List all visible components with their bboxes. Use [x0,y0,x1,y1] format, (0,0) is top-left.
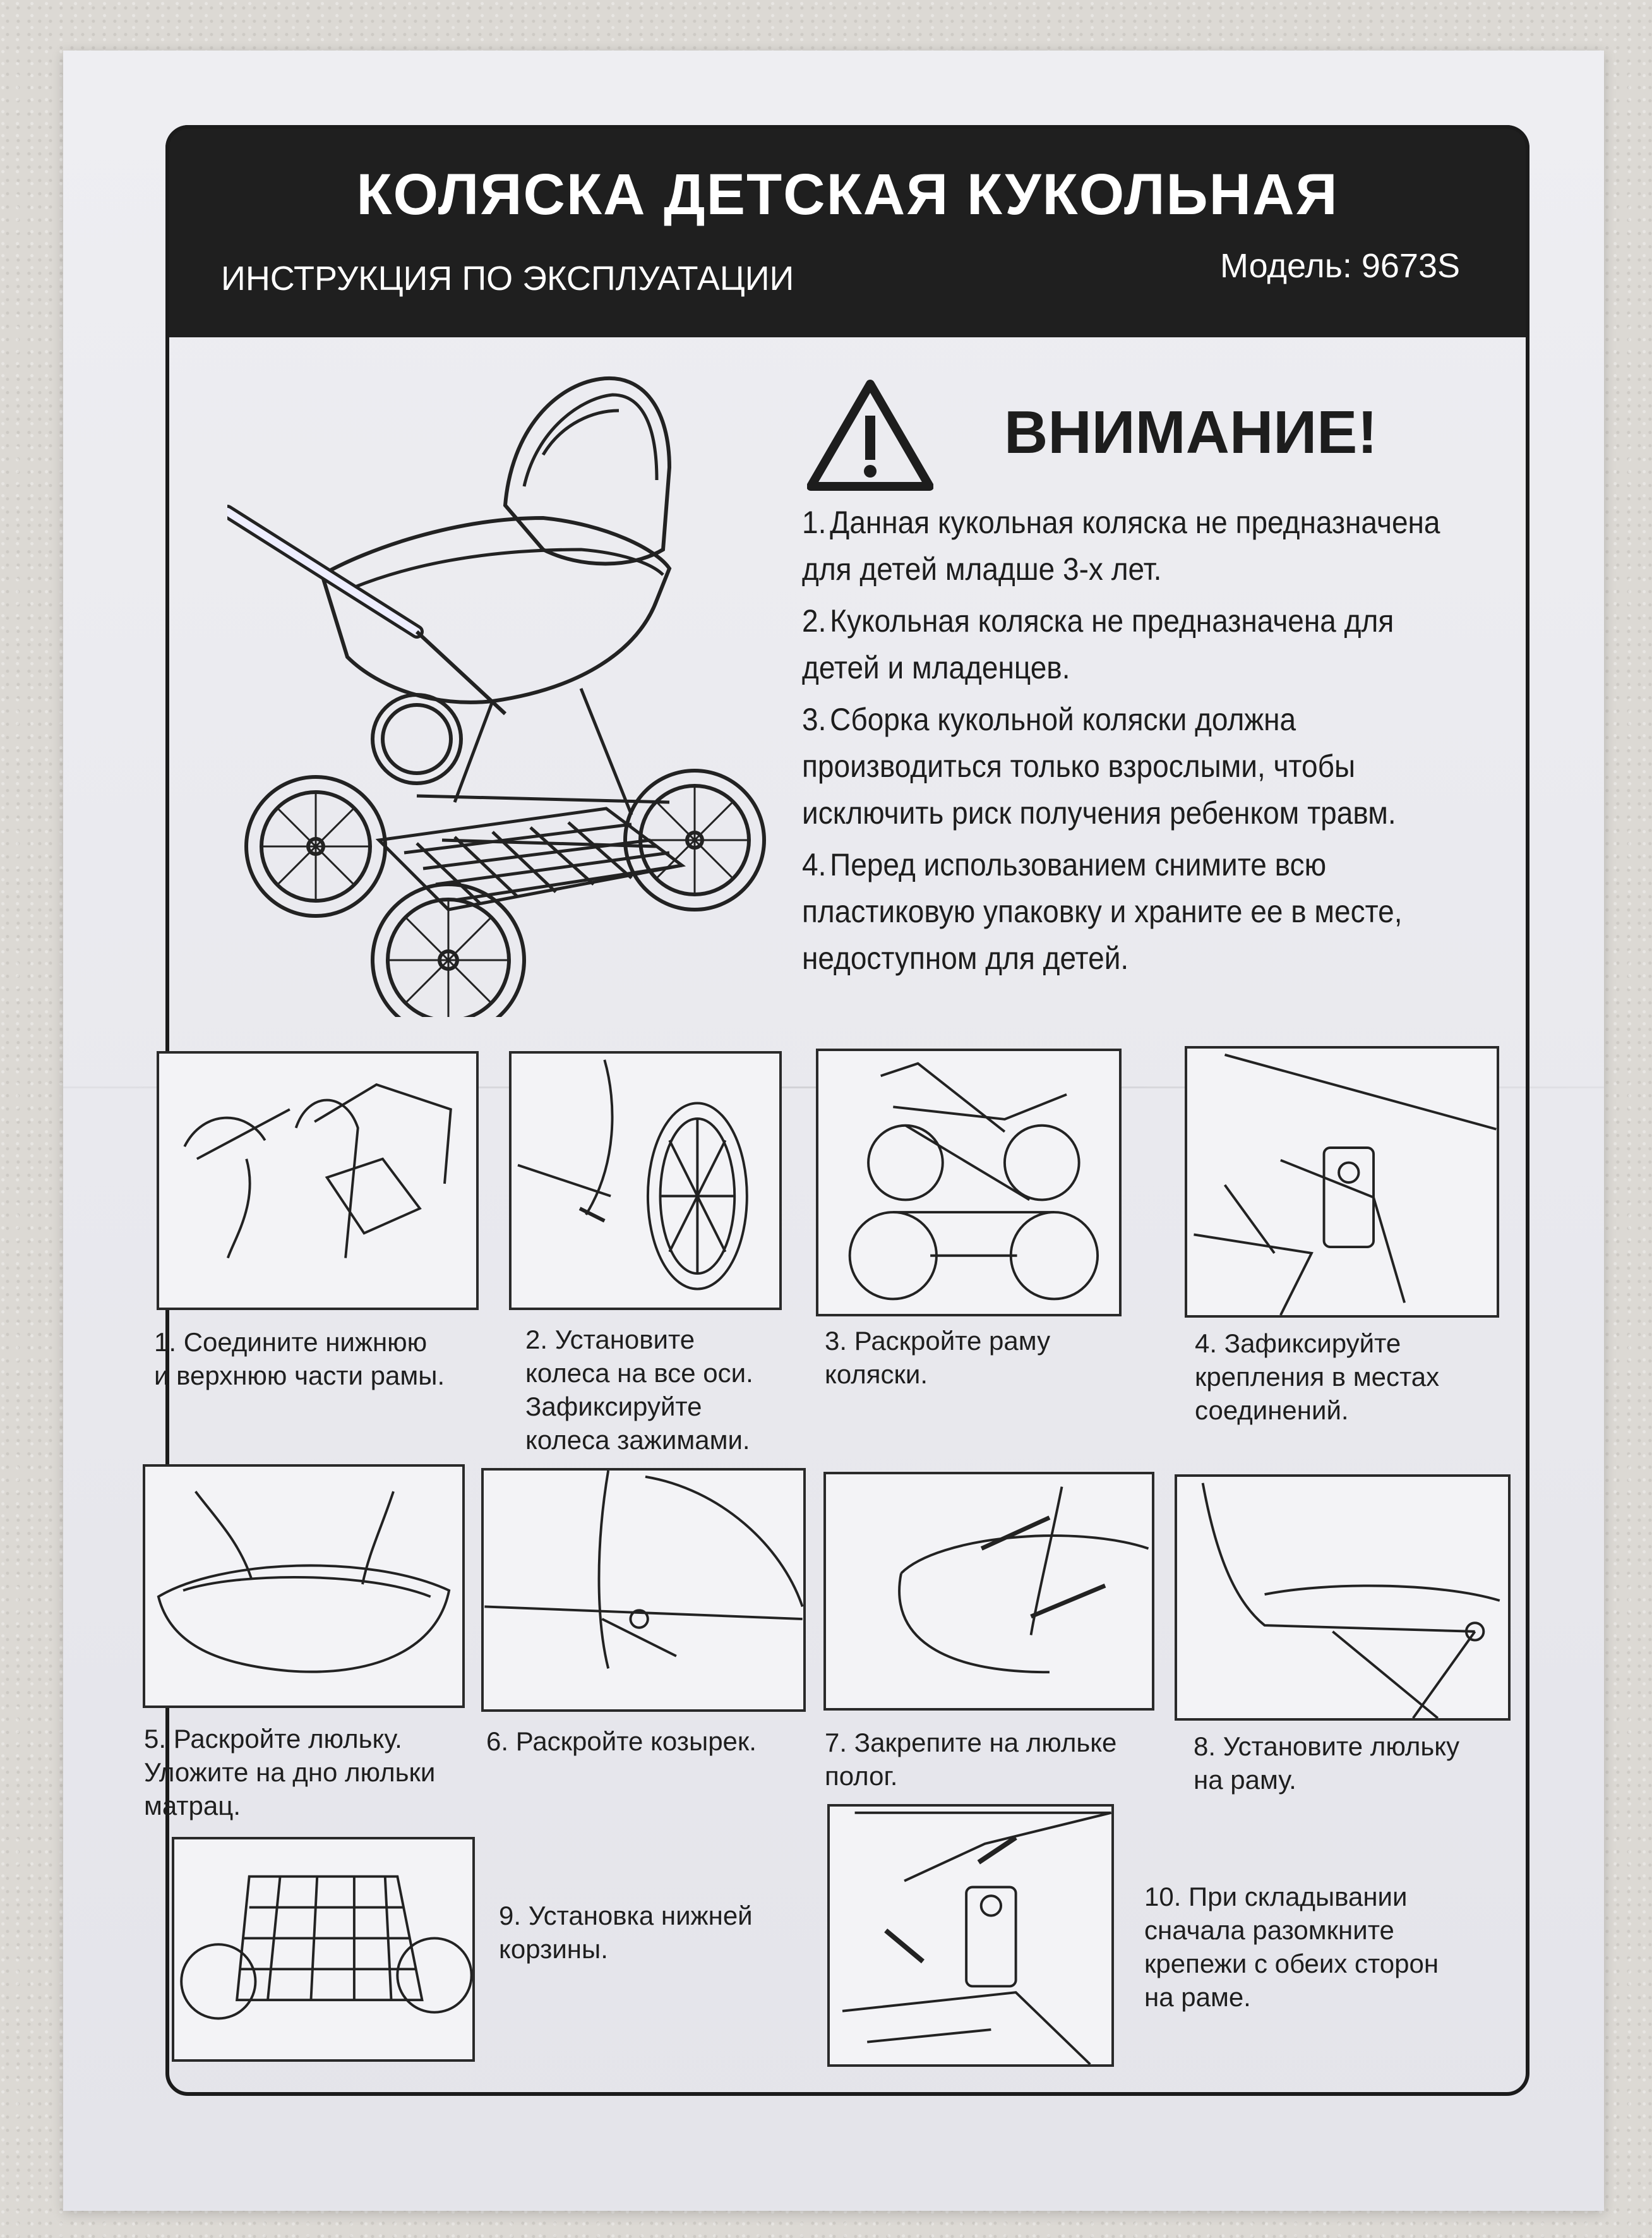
warning-triangle-icon [807,379,933,491]
warning-item: 2. Кукольная коляска не предназначена для детей и младенцев. [802,603,1394,685]
step-8-illustration [1175,1474,1511,1721]
step-8-caption: 8. Установите люльку на раму. [1194,1731,1460,1795]
warning-title: ВНИМАНИЕ! [1004,399,1378,466]
warning-item: 3. Сборка кукольной коляски должна производиться только взрослыми, чтобы исключить риск получения ребенком травм. [802,702,1396,831]
warning-list [802,499,1497,987]
step-9-caption: 9. Установка нижней корзины. [499,1901,753,1964]
step-6-illustration [481,1468,806,1712]
step-1-illustration [157,1051,479,1310]
step-10-illustration [827,1804,1114,2067]
step-4-caption: 4. Зафиксируйте крепления в местах соединений. [1195,1328,1440,1425]
step-1-caption: 1. Соедините нижнюю и верхнюю части рамы. [154,1327,445,1390]
step-3-illustration [816,1049,1122,1316]
step-7-caption: 7. Закрепите на люльке полог. [825,1728,1117,1791]
step-10-caption: 10. При складывании сначала разомкните крепежи с обеих сторон на раме. [1144,1882,1439,2012]
step-6-caption: 6. Раскройте козырек. [486,1726,757,1756]
step-2-illustration [509,1051,782,1310]
step-4-illustration [1185,1046,1499,1318]
warning-item: 4. Перед использованием снимите всю пластиковую упаковку и храните ее в месте, недоступном для детей. [802,847,1403,976]
step-3-caption: 3. Раскройте раму коляски. [825,1326,1051,1389]
stroller-illustration [227,360,770,1017]
page-subtitle: ИНСТРУКЦИЯ ПО ЭКСПЛУАТАЦИИ [221,260,794,298]
step-5-caption: 5. Раскройте люльку. Уложите на дно люльки матрац. [144,1724,436,1820]
page-title: КОЛЯСКА ДЕТСКАЯ КУКОЛЬНАЯ [356,162,1339,227]
step-7-illustration [823,1472,1154,1711]
step-5-illustration [143,1464,465,1708]
warning-item: 1. Данная кукольная коляска не предназначена для детей младше 3-х лет. [802,505,1440,587]
step-2-caption: 2. Установите колеса на все оси. Зафиксируйте колеса зажимами. [525,1325,753,1455]
step-9-illustration [172,1837,475,2062]
model-number: Модель: 9673S [1220,247,1460,285]
